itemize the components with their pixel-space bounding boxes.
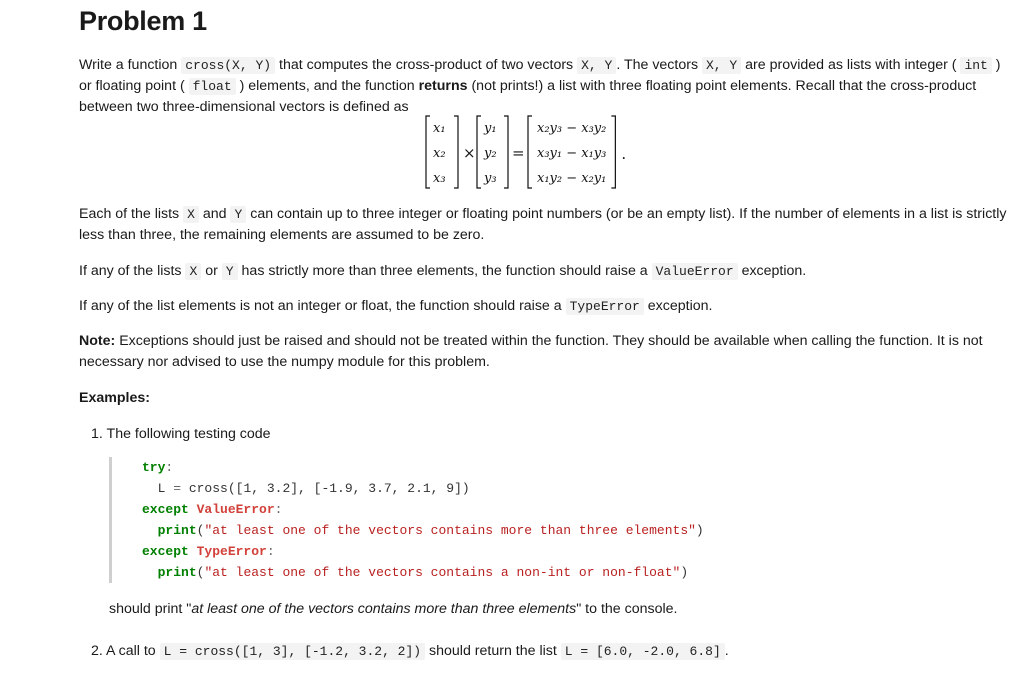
note-text: Exceptions should just be raised and should not be treated within the function. They should be available when calling the function. It is not necessary nor advised to use the numpy module for this problem. (79, 333, 983, 370)
example-2-number: 2. (91, 643, 103, 659)
x1-symbol: x₁ (433, 121, 446, 136)
intro-text-7: (not prints!) a list with three floating point elements. Recall that the cross-product between two three-dimensional vectors is defined as (79, 78, 977, 115)
paragraph-type-error (79, 296, 712, 317)
paragraph-list-length (79, 204, 1007, 246)
x2-symbol: x₂ (433, 146, 446, 161)
example-1-item (91, 424, 271, 445)
code-y: Y (222, 263, 238, 280)
code-type-error-name: TypeError (196, 544, 267, 559)
code-colon: : (266, 544, 275, 559)
code-example-result: L = [6.0, -2.0, 6.8] (561, 643, 725, 660)
cross-product-formula (424, 113, 704, 191)
code-float: float (189, 78, 236, 95)
examples-heading: Examples: (79, 390, 150, 406)
equals-operator: = (512, 144, 525, 162)
code-vectors-2: X, Y (702, 57, 741, 74)
intro-text-2: that computes the cross-product of two vectors (275, 57, 578, 73)
result-row-3: x₁y₂ − x₂y₁ (537, 171, 607, 186)
note-paragraph (79, 331, 1007, 373)
y1-symbol: y₁ (484, 121, 497, 136)
kw-try: try (142, 460, 166, 475)
kw-except: except (142, 544, 189, 559)
code-y: Y (230, 206, 246, 223)
p3-text-1: If any of the lists (79, 263, 186, 279)
example-1-text: The following testing code (102, 426, 271, 442)
code-paren: ( (196, 523, 205, 538)
example-2-text-2: should return the list (425, 643, 561, 659)
note-label: Note: (79, 333, 116, 349)
y2-symbol: y₂ (484, 146, 497, 161)
x3-symbol: x₃ (433, 171, 446, 186)
code-value-error: ValueError (652, 263, 738, 280)
code-indent (142, 523, 158, 538)
page-title: Problem 1 (79, 6, 207, 36)
p2-text-3: can contain up to three integer or floating point numbers (or be an empty list). If the number of elements in a list is strictly less than three, the remaining elements are assumed to be zero. (79, 206, 1007, 243)
code-int: int (960, 57, 991, 74)
code-type-error: TypeError (566, 298, 644, 315)
output-text-2: " to the console. (576, 601, 678, 617)
code-cross-signature: cross(X, Y) (181, 57, 275, 74)
code-string-1: "at least one of the vectors contains more than three elements" (204, 523, 696, 538)
code-x: X (183, 206, 199, 223)
kw-except: except (142, 502, 189, 517)
code-value-error-name: ValueError (196, 502, 275, 517)
example-2-text-1: A call to (102, 643, 160, 659)
times-operator: × (463, 144, 476, 162)
p4-text-2: exception. (643, 298, 713, 314)
p2-text-2: and (198, 206, 231, 222)
result-row-1: x₂y₃ − x₃y₂ (537, 121, 607, 136)
paragraph-value-error (79, 261, 806, 282)
p3-text-2: or (201, 263, 222, 279)
intro-text-5: ) or floating point ( (79, 57, 1001, 94)
p3-text-4: exception. (737, 263, 807, 279)
example-1-number: 1. (91, 426, 103, 442)
returns-emphasis: returns (418, 78, 468, 94)
code-colon: : (274, 502, 283, 517)
code-paren: ) (680, 565, 689, 580)
code-cross-call: cross([1, 3.2], [-1.9, 3.7, 2.1, 9]) (181, 481, 470, 496)
example-2-item (91, 641, 729, 662)
code-print: print (157, 565, 197, 580)
p4-text-1: If any of the list elements is not an integer or float, the function should raise a (79, 298, 566, 314)
p2-text-1: Each of the lists (79, 206, 184, 222)
code-string-2: "at least one of the vectors contains a non-int or non-float" (204, 565, 681, 580)
output-message: at least one of the vectors contains more than three elements (191, 601, 577, 617)
code-x: X (185, 263, 201, 280)
example-2-period: . (724, 643, 729, 659)
output-text-1: should print " (109, 601, 192, 617)
example-1-output (109, 599, 677, 620)
intro-text-1: Write a function (79, 57, 182, 73)
intro-text-3: . The vectors (616, 57, 702, 73)
code-colon: : (165, 460, 174, 475)
code-listing (142, 457, 704, 583)
code-block (109, 457, 704, 583)
intro-paragraph (79, 55, 1004, 118)
intro-text-6: ) elements, and the function (235, 78, 419, 94)
code-assign: = (173, 481, 182, 496)
code-indent (142, 565, 158, 580)
code-vectors-1: X, Y (577, 57, 616, 74)
code-paren: ) (695, 523, 704, 538)
code-paren: ( (196, 565, 205, 580)
code-l-var: L (142, 481, 174, 496)
result-row-2: x₃y₁ − x₁y₃ (537, 146, 607, 161)
intro-text-4: are provided as lists with integer ( (741, 57, 961, 73)
formula-period: . (621, 145, 627, 163)
p3-text-3: has strictly more than three elements, the function should raise a (237, 263, 652, 279)
y3-symbol: y₃ (484, 171, 497, 186)
code-example-call: L = cross([1, 3], [-1.2, 3.2, 2]) (160, 643, 425, 660)
code-print: print (157, 523, 197, 538)
